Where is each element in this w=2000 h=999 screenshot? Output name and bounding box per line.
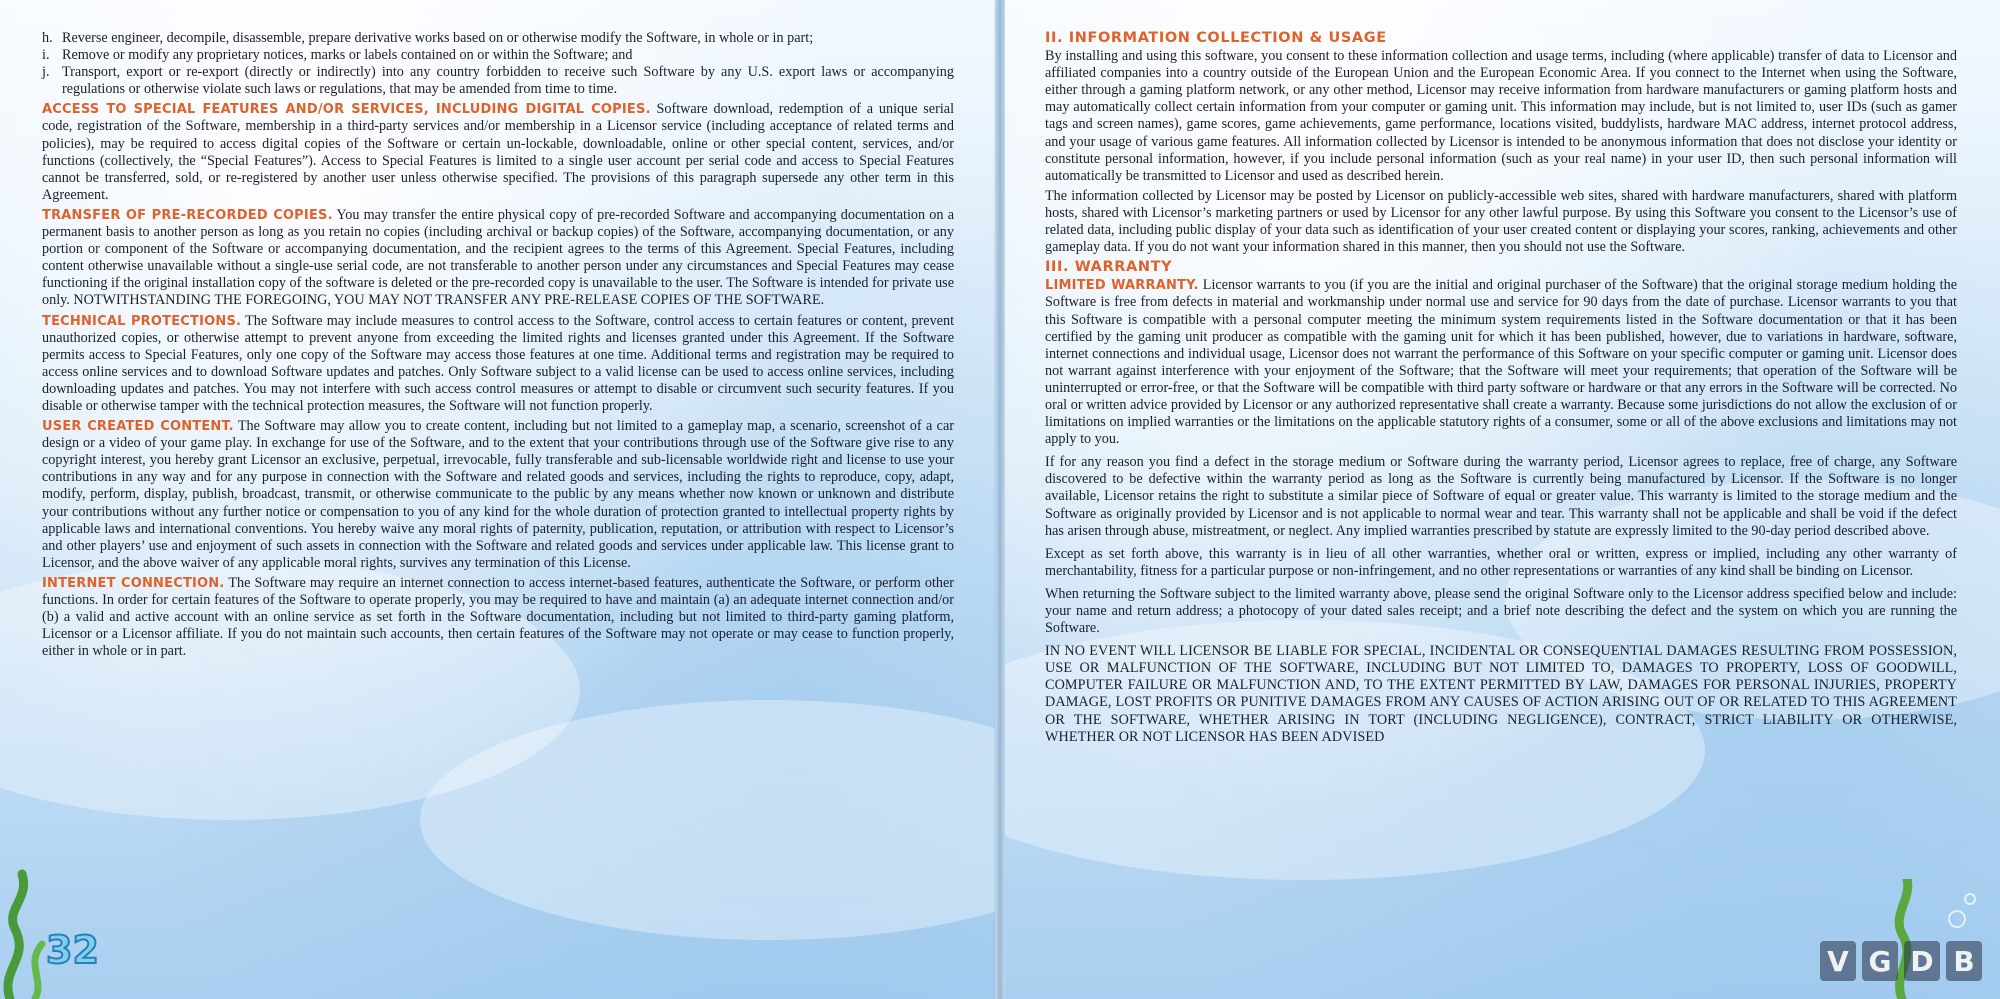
section-heading: TRANSFER OF PRE-RECORDED COPIES.: [42, 207, 333, 223]
section-internet-connection: [42, 575, 954, 660]
section-text: The Software may include measures to control access to the Software, control access to certain features or content, prevent unauthorized copies, or otherwise attempt to prevent anyone from exceeding the limited rights and licenses granted under this Agreement. If the Software permits access to Special Features, only one copy of the Software may access those features at one time. Additional terms and registration may be required to access online services and to download Software updates and patches. Only Software subject to a valid license can be used to access online services, including downloading updates and patches. You may not interfere with such access control measures or attempt to disable or circumvent such security features. If you disable or otherwise tamper with the technical protection measures, the Software will not function properly.: [42, 312, 955, 414]
limited-warranty-heading: LIMITED WARRANTY.: [1045, 278, 1199, 294]
list-marker: j.: [42, 64, 50, 81]
section-heading: ACCESS TO SPECIAL FEATURES AND/OR SERVICES, INCLUDING DIGITAL COPIES.: [42, 102, 651, 118]
section-user-created-content: [42, 418, 954, 572]
list-item: [42, 64, 954, 98]
list-item: [42, 47, 954, 64]
section-text: You may transfer the entire physical copy of pre-recorded Software and accompanying documentation on a permanent basis to another person as long as you retain no copies (including archival or backup copies) of the Software, accompanying documentation, or any portion or component of the Software or accompanying documentation, and the recipient agrees to the terms of this Agreement. Special Features, including content otherwise unavailable without a single-use serial code, are not transferable to another person under any circumstances and Special Features may cease functioning if the original installation copy of the software is deleted or the pre-recorded copy is unavailable to the user. The Software is intended for private use only. NOTWITHSTANDING THE FOREGOING, YOU MAY NOT TRANSFER ANY PRE-RELEASE COPIES OF THE SOFTWARE.: [42, 206, 954, 309]
vgdb-watermark: [1820, 941, 1982, 981]
section-access-special-features: [42, 101, 954, 204]
section-transfer-copies: [42, 207, 954, 310]
list-item-text: Reverse engineer, decompile, disassemble, prepare derivative works based on or otherwise modify the Software, in whole or in part;: [62, 30, 814, 46]
paragraph: The information collected by Licensor may be posted by Licensor on publicly-accessible web sites, shared with hardware manufacturers, shared with platform hosts, shared with Licensor’s marketing partners or used by Licensor for any other lawful purpose. By using this Software you consent to the Licensor’s use of related data, including public display of your data such as identification of your user created content or displaying your scores, ranking, achievements and other gameplay data. If you do not want your information shared in this manner, then you should not use the Software.: [1045, 187, 1957, 256]
liability-paragraph: IN NO EVENT WILL LICENSOR BE LIABLE FOR SPECIAL, INCIDENTAL OR CONSEQUENTIAL DAMAGES RESULTING FROM POSSESSION, USE OR MALFUNCTION OF THE SOFTWARE, INCLUDING BUT NOT LIMITED TO, DAMAGES TO PROPERTY, LOSS OF GOODWILL, COMPUTER FAILURE OR MALFUNCTION AND, TO THE EXTENT PERMITTED BY LAW, DAMAGES FOR PERSONAL INJURIES, PROPERTY DAMAGE, LOST PROFITS OR PUNITIVE DAMAGES FROM ANY CAUSES OF ACTION ARISING OUT OF OR RELATED TO THIS AGREEMENT OR THE SOFTWARE, WHETHER ARISING IN TORT (INCLUDING NEGLIGENCE), CONTRACT, STRICT LIABILITY OR OTHERWISE, WHETHER OR NOT LICENSOR HAS BEEN ADVISED: [1045, 643, 1957, 745]
paragraph: When returning the Software subject to the limited warranty above, please send the original Software only to the Licensor address specified below and include: your name and return address; a photocopy of your dated sales receipt; and a brief note describing the defect and the system on which you are running the Software.: [1045, 585, 1957, 637]
page-number: 32: [46, 928, 99, 972]
paragraph-text: Licensor warrants to you (if you are the initial and original purchaser of the Software) that the original storage medium holding the Software is free from defects in material and workmanship under normal use and service for 90 days from the date of purchase. Licensor warrants to you that this Software is compatible with a personal computer meeting the minimum system requirements listed in the Software documentation or that it has been certified by the gaming unit producer as compatible with the gaming unit for which it has been published, however, due to variations in hardware, software, internet connections and individual usage, Licensor does not warrant the performance of this Software on your specific computer or gaming unit. Licensor does not warrant against interference with your enjoyment of the Software; that the Software will meet your requirements; that operation of the Software will be uninterrupted or error-free, or that the Software will be compatible with third party software or hardware or that any errors in the Software will be corrected. No oral or written advice provided by Licensor or any authorized representative shall create a warranty. Because some jurisdictions do not allow the exclusion of or limitations on implied warranties or the limitations on the applicable statutory rights of a consumer, some or all of the above exclusions and limitations may not apply to you.: [1045, 277, 1957, 448]
left-page: [0, 0, 995, 999]
watermark-letter: G: [1862, 941, 1898, 981]
list-item: [42, 30, 954, 47]
section-text: Software download, redemption of a unique serial code, registration of the Software, membership in a third-party services and/or membership in a Licensor service (including acceptance of related terms and policies), may be required to access digital copies of the Software or certain un-lockable, downloadable, online or other special content, services, and/or functions (collectively, the “Special Features”). Access to Special Features is limited to a single user account per serial code and access to Special Features cannot be transferred, sold, or re-registered by another user unless otherwise specified. The provisions of this paragraph supersede any other term in this Agreement.: [42, 101, 955, 203]
section-technical-protections: [42, 313, 954, 416]
section-heading: INTERNET CONNECTION.: [42, 575, 225, 591]
right-page-text: [1045, 30, 1957, 749]
section-heading-warranty: III. WARRANTY: [1045, 259, 1173, 276]
left-page-text: [42, 30, 954, 663]
list-marker: i.: [42, 47, 50, 64]
section-heading: TECHNICAL PROTECTIONS.: [42, 313, 242, 329]
right-page: [1005, 0, 2000, 999]
seaweed-icon: [1882, 879, 1992, 999]
section-heading: USER CREATED CONTENT.: [42, 419, 234, 435]
section-heading-information: II. INFORMATION COLLECTION & USAGE: [1045, 30, 1387, 46]
watermark-letter: V: [1820, 941, 1856, 981]
list-item-text: Remove or modify any proprietary notices, marks or labels contained on or within the Software; and: [62, 47, 633, 64]
section-text: The Software may allow you to create content, including but not limited to a gameplay map, a scenario, screenshot of a car design or a video of your game play. In exchange for use of the Software, and to the extent that your contributions through use of the Software give rise to any copyright interest, you hereby grant Licensor an exclusive, perpetual, irrevocable, fully transferable and sub-licensable worldwide right and license to use your contributions in any way and for any purpose in connection with the Software and related goods and services, including the rights to reproduce, copy, adapt, modify, perform, display, publish, broadcast, transmit, or otherwise communicate to the public by any means whether now known or unknown and distribute your contributions without any further notice or compensation to you of any kind for the whole duration of protection granted to intellectual property rights by applicable laws and international conventions. You hereby waive any moral rights of paternity, publication, reputation, or attribution with respect to Licensor’s and other players’ use and enjoyment of such assets in connection with the Software and related goods and services under applicable law. This license grant to Licensor, and the above waiver of any applicable moral rights, survives any termination of this License.: [42, 418, 955, 571]
paragraph: By installing and using this software, you consent to these information collection and usage terms, including (where applicable) transfer of data to Licensor and affiliated companies into a country outside of the European Union and the European Economic Area. If you connect to the Internet when using the Software, either through a gaming platform network, or any other method, Licensor may receive information from hardware manufacturers or gaming platform hosts and may automatically collect certain information from your computer or gaming unit. This information may include, but is not limited to, user IDs (such as gamer tags and screen names), game scores, game achievements, game performance, locations visited, buddylists, hardware MAC address, internet protocol address, and your usage of various game features. All information collected by Licensor is intended to be anonymous information that does not disclose your identity or constitute personal information, however, if you include personal information (such as your real name) in your user ID, then such personal information will automatically be transmitted to Licensor and used as described herein.: [1045, 48, 1957, 184]
watermark-letter: B: [1946, 941, 1982, 981]
list-item-text: Transport, export or re-export (directly or indirectly) into any country forbidden to receive such Software by any U.S. export laws or accompanying regulations or otherwise violate such laws or regulations, that may be amended from time to time.: [62, 64, 954, 98]
paragraph: Except as set forth above, this warranty is in lieu of all other warranties, whether oral or written, express or implied, including any other warranty of merchantability, fitness for a particular purpose or non-infringement, and no other representations or warranties of any kind shall be binding on Licensor.: [1045, 545, 1957, 579]
paragraph: If for any reason you find a defect in the storage medium or Software during the warranty period, Licensor agrees to replace, free of charge, any Software discovered to be defective within the warranty period as long as the Software is currently being manufactured by Licensor. If the Software is no longer available, Licensor retains the right to substitute a similar piece of Software of equal or greater value. This warranty is limited to the storage medium and the Software as originally provided by Licensor and is not applicable to normal wear and tear. This warranty shall not be applicable and shall be void if the defect has arisen through abuse, mistreatment, or neglect. Any implied warranties prescribed by statute are expressly limited to the 90-day period described above.: [1045, 454, 1957, 539]
list-marker: h.: [42, 30, 53, 46]
watermark-letter: D: [1904, 941, 1940, 981]
section-text: The Software may require an internet connection to access internet-based features, authenticate the Software, or perform other functions. In order for certain features of the Software to operate properly, you may be required to have and maintain (a) an adequate internet connection and/or (b) a valid and active account with an online service as set forth in the Software documentation, including but not limited to third-party gaming platform, Licensor or a Licensor affiliate. If you do not maintain such accounts, then certain features of the Software may not operate or may cease to function properly, either in whole or in part.: [42, 574, 955, 660]
limited-warranty-paragraph: [1045, 277, 1957, 448]
